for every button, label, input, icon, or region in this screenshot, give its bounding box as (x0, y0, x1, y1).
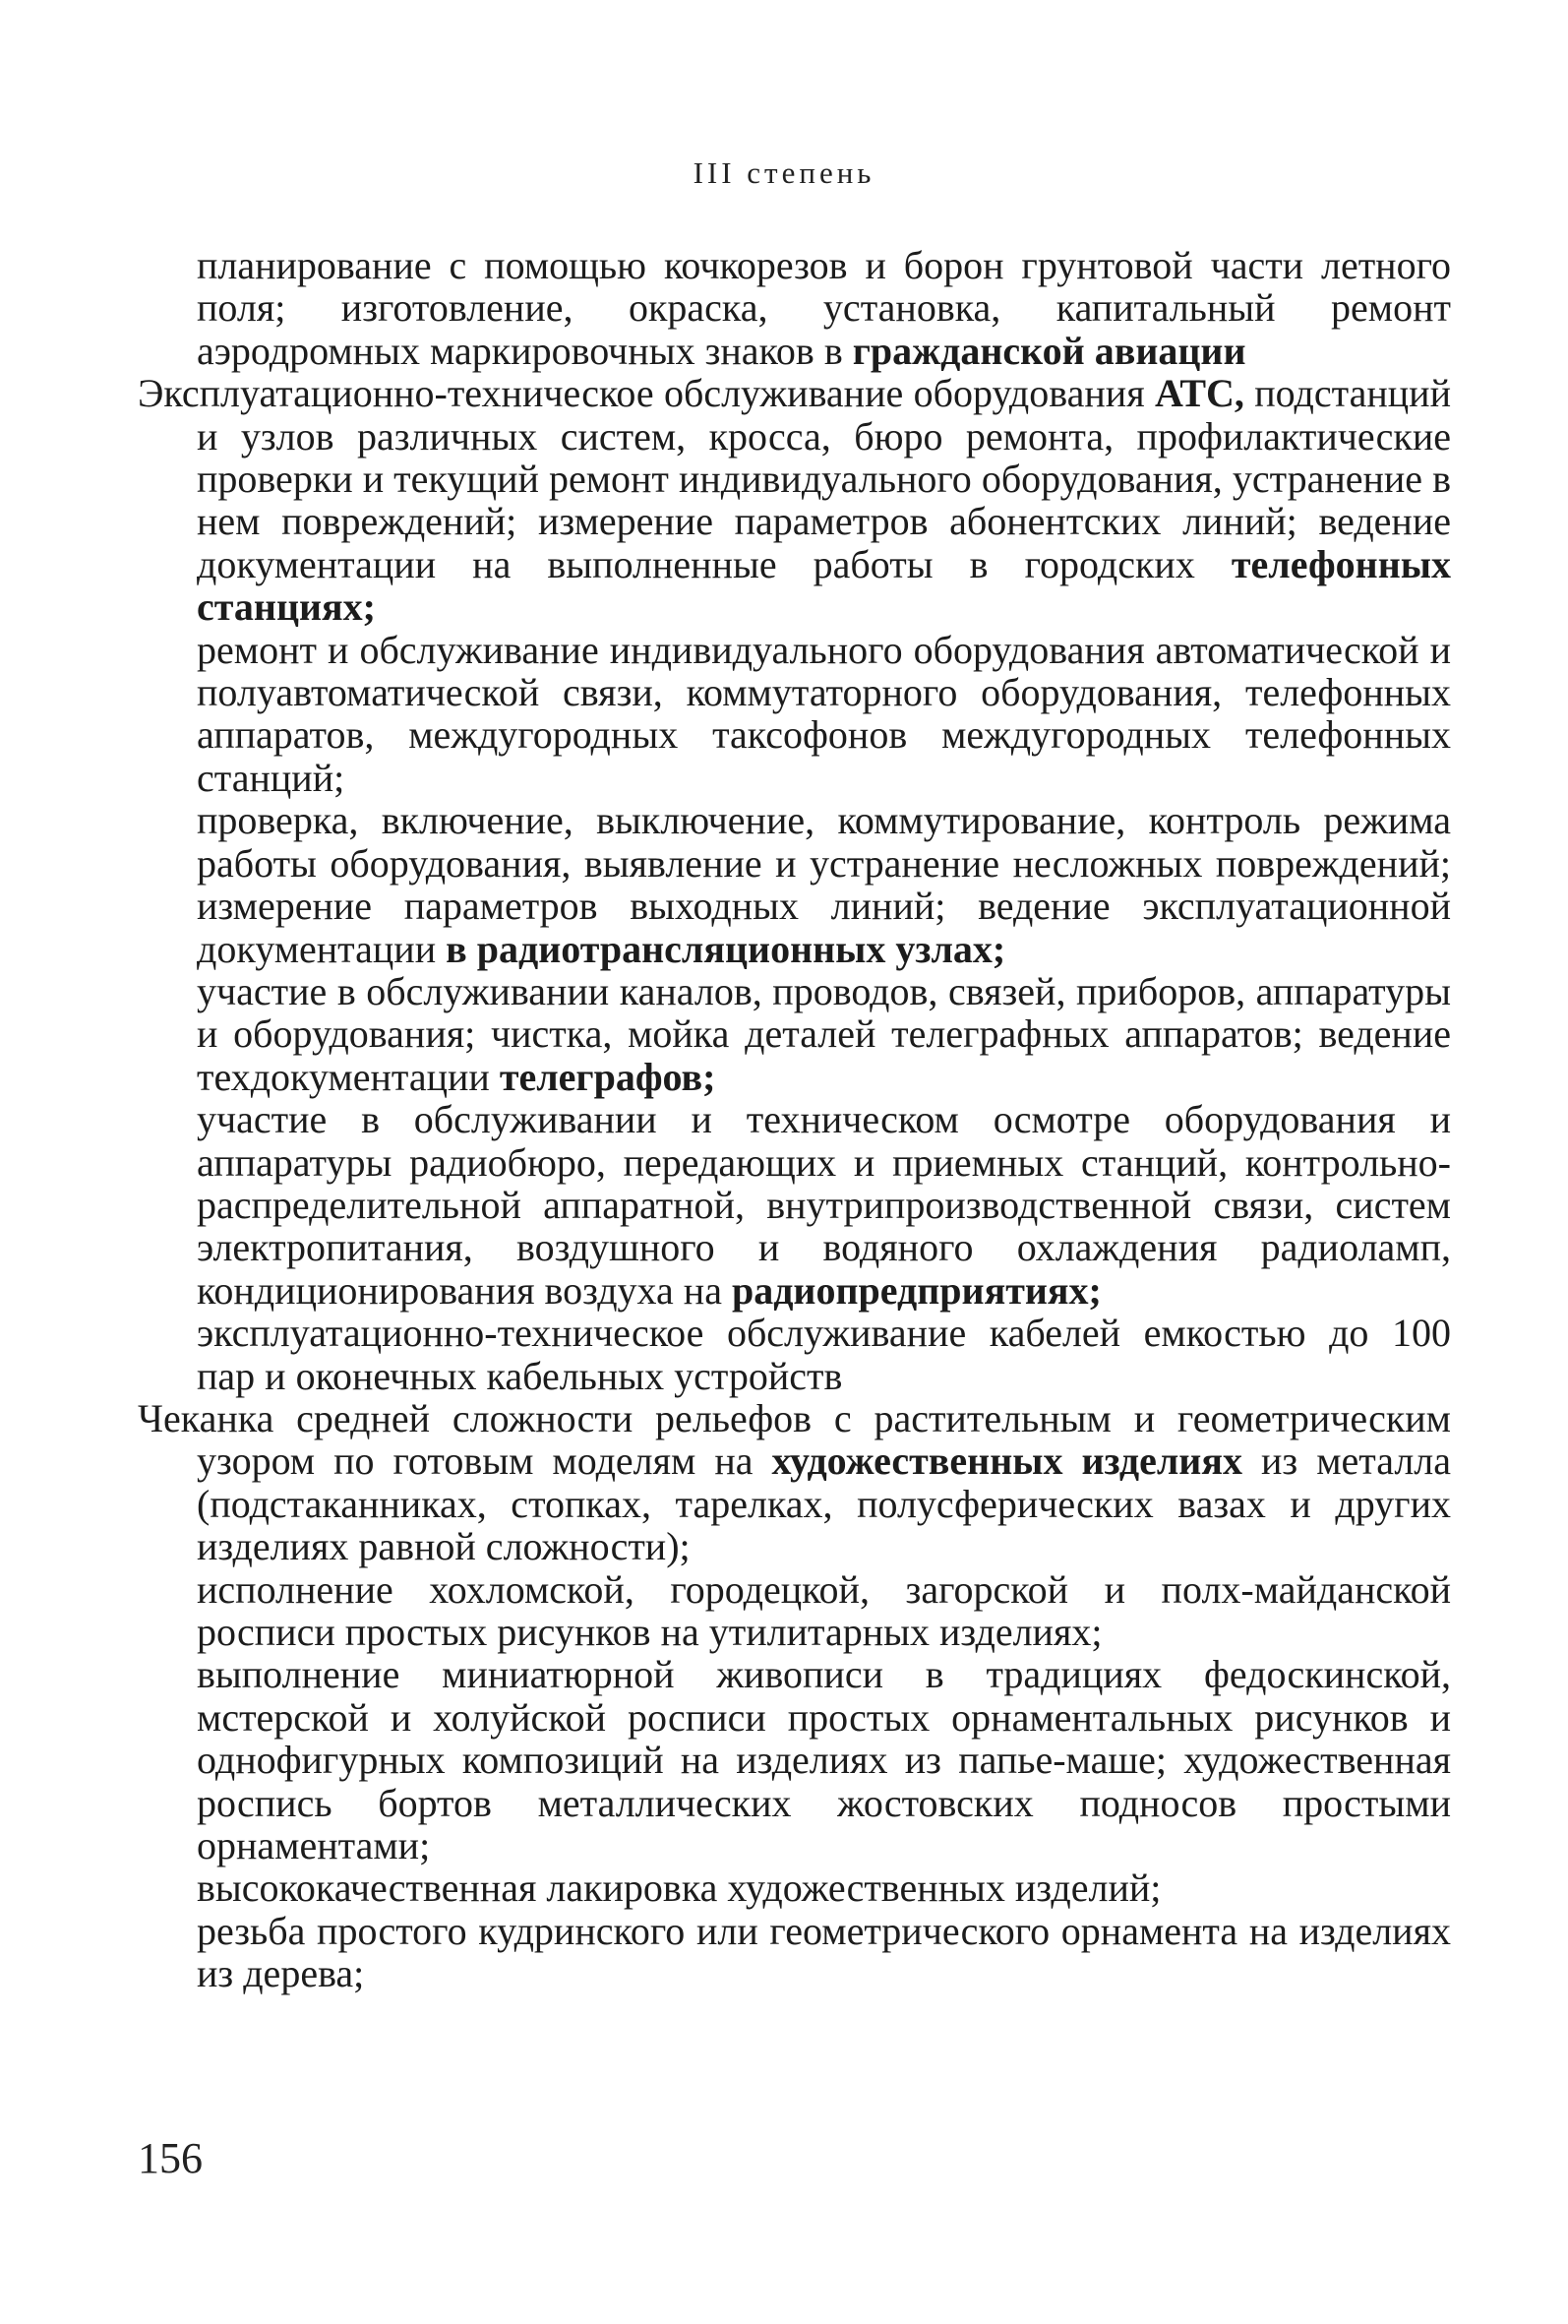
paragraph-lacquering (138, 1866, 1451, 1909)
section-heading: III степень (693, 155, 875, 190)
paragraph-painting (138, 1568, 1451, 1654)
paragraph-aviation (138, 244, 1451, 372)
paragraph-bold-term: телеграфов; (499, 1054, 716, 1099)
paragraph-text: выполнение миниатюрной живописи в традициях федоскинской, мстерской и холуйской росписи простых орнаментальных рисунков и однофигурных композиций на изделиях из папье-маше; художественная роспись бортов металлических жостовских подносов простыми орнаментами; (197, 1652, 1451, 1868)
paragraph-bold-term: радиопредприятиях; (731, 1267, 1102, 1313)
paragraph-telegraph (138, 970, 1451, 1098)
paragraph-text: исполнение хохломской, городецкой, загорской и полх-майданской росписи простых рисунков на утилитарных изделиях; (197, 1566, 1451, 1654)
paragraph-miniature (138, 1653, 1451, 1866)
paragraph-text: эксплуатационно-техническое обслуживание кабелей емкостью до 100 пар и оконечных кабельных устройств (197, 1311, 1451, 1398)
paragraph-text: проверка, включение, выключение, коммутирование, контроль режима работы оборудования, выявление и устранение несложных повреждений; измерение параметров выходных линий; ведение эксплуатационной документации (197, 798, 1451, 971)
paragraph-radio-relay (138, 799, 1451, 970)
paragraph-cables (138, 1312, 1451, 1397)
paragraph-bold-term: в радиотрансляционных узлах; (446, 926, 1006, 971)
paragraph-radio-enterprises (138, 1098, 1451, 1312)
paragraph-bold-term: телефонных станциях; (197, 541, 1451, 630)
paragraph-bold-term: гражданской авиации (852, 328, 1246, 373)
paragraph-text: планирование с помощью кочкорезов и борон грунтовой части летного поля; изготовление, окраска, установка, капитальный ремонт аэродромных маркировочных знаков в (197, 243, 1451, 373)
paragraph-bold-term: АТС, (1154, 371, 1244, 416)
paragraph-text: резьба простого кудринского или геометрического орнамента на изделиях из дерева; (197, 1908, 1451, 1996)
paragraph-carving (138, 1910, 1451, 1995)
paragraph-text: Чеканка средней сложности рельефов с растительным и геометрическим узором по готовым моделям на (138, 1395, 1451, 1484)
paragraph-text: Эксплуатационно-техническое обслуживание оборудования (138, 371, 1155, 416)
page-number: 156 (138, 2134, 203, 2182)
paragraph-text: участие в обслуживании каналов, проводов, связей, приборов, аппаратуры и оборудования; чистка, мойка деталей телеграфных аппаратов; ведение техдокументации (197, 968, 1451, 1099)
paragraph-text: ремонт и обслуживание индивидуального оборудования автоматической и полуавтоматической связи, коммутаторного оборудования, телефонных аппаратов, междугородных таксофонов междугородных телефонных станций; (197, 627, 1451, 800)
paragraph-text: высококачественная лакировка художественных изделий; (197, 1865, 1162, 1911)
paragraph-long-distance (138, 629, 1451, 800)
paragraph-text: участие в обслуживании и техническом осмотре оборудования и аппаратуры радиобюро, передающих и приемных станций, контрольно-распределительной аппаратной, внутрипроизводственной связи, систем электропитания, воздушного и водяного охлаждения радиоламп, кондиционирования воздуха на (197, 1097, 1451, 1313)
paragraph-chasing (138, 1397, 1451, 1568)
paragraph-ats (138, 372, 1451, 628)
paragraph-bold-term: художественных изделиях (771, 1438, 1242, 1484)
paragraph-text: подстанций и узлов различных систем, кросса, бюро ремонта, профилактические проверки и текущий ремонт индивидуального оборудования, устранение в нем повреждений; измерение параметров абонентских линий; ведение документации на выполненные работы в городских (197, 371, 1451, 586)
paragraph-text: из металла (подстаканниках, стопках, тарелках, полусферических вазах и других изделиях равной сложности); (197, 1438, 1452, 1569)
document-body (138, 244, 1451, 1995)
